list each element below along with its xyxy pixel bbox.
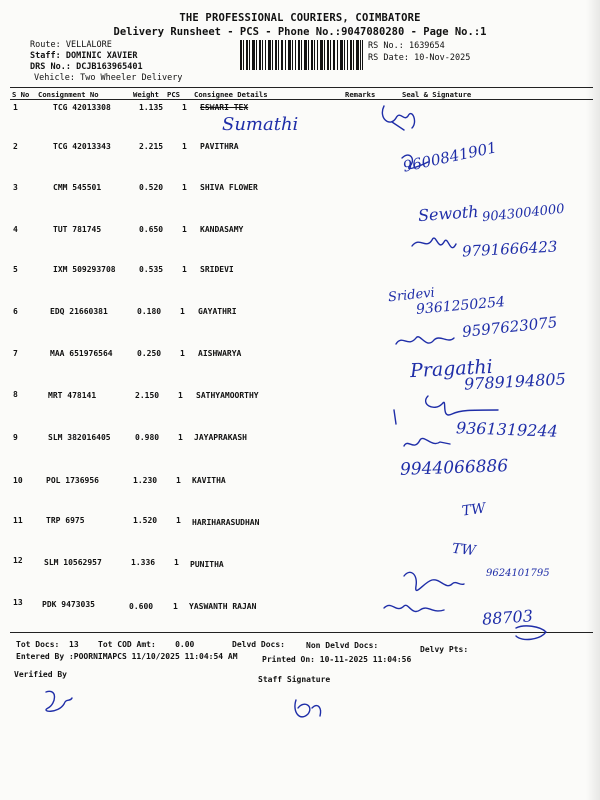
handwritten-receiver-name: Sumathi xyxy=(222,114,299,135)
row-1-pcs: 1 xyxy=(182,103,187,112)
row-1-consignment: TCG 42013308 xyxy=(53,103,111,112)
row-12-sno: 12 xyxy=(13,556,23,565)
row-13-consignment: PDK 9473035 xyxy=(42,600,95,609)
tot-cod-value: 0.00 xyxy=(175,640,195,649)
row-9-pcs: 1 xyxy=(178,433,183,442)
row-2-consignment: TCG 42013343 xyxy=(53,142,111,151)
row-5-consignment: IXM 509293708 xyxy=(53,265,116,274)
signature-row-12 xyxy=(404,572,464,590)
tot-docs-label: Tot Docs: xyxy=(16,640,60,649)
row-6-weight: 0.180 xyxy=(137,307,162,316)
row-3-consignment: CMM 545501 xyxy=(53,183,102,192)
row-5-pcs: 1 xyxy=(182,265,187,274)
row-12-weight: 1.336 xyxy=(131,558,156,567)
row-2-sno: 2 xyxy=(13,142,18,151)
row-13-weight: 0.600 xyxy=(129,602,154,611)
row-7-weight: 0.250 xyxy=(137,349,162,358)
row-10-weight: 1.230 xyxy=(133,476,158,485)
row-4-weight: 0.650 xyxy=(139,225,164,234)
col-consignee: Consignee Details xyxy=(194,90,268,99)
staff-value: DOMINIC XAVIER xyxy=(65,51,138,61)
row-5-consignee: SRIDEVI xyxy=(200,265,234,274)
vehicle-label: Vehicle: xyxy=(34,73,75,83)
row-10-pcs: 1 xyxy=(176,476,181,485)
col-pcs: PCS xyxy=(167,90,180,99)
route-value: VELLALORE xyxy=(65,40,112,50)
delvy-pts-label: Delvy Pts: xyxy=(420,645,469,654)
signature-row-2 xyxy=(402,155,428,169)
row-2-pcs: 1 xyxy=(182,142,187,151)
col-sno: S No xyxy=(12,90,30,99)
row-7-consignment: MAA 651976564 xyxy=(50,349,113,358)
row-2-consignee: PAVITHRA xyxy=(200,142,239,151)
row-6-sno: 6 xyxy=(13,307,18,316)
row-7-pcs: 1 xyxy=(180,349,185,358)
entered-by: Entered By :POORNIMAPCS 11/10/2025 11:04:54 AM xyxy=(16,652,238,661)
handwritten-phone: 88703 xyxy=(481,606,534,629)
row-9-weight: 0.980 xyxy=(135,433,160,442)
staff-signature-mark xyxy=(295,700,321,717)
handwritten-mark: TW xyxy=(451,540,477,560)
handwritten-mark: TW xyxy=(461,500,487,520)
row-13-sno: 13 xyxy=(13,598,23,607)
col-consignment: Consignment No xyxy=(38,90,99,99)
row-5-sno: 5 xyxy=(13,265,18,274)
row-6-pcs: 1 xyxy=(180,307,185,316)
row-7-sno: 7 xyxy=(13,349,18,358)
rs-date-value: 10-Nov-2025 xyxy=(414,53,471,63)
row-11-pcs: 1 xyxy=(176,516,181,525)
rs-no-label: RS No.: xyxy=(368,41,404,51)
drs-value: DCJB163965401 xyxy=(76,62,143,72)
handwritten-phone: 9043004000 xyxy=(481,201,566,226)
handwritten-phone: 9944066886 xyxy=(399,456,509,480)
row-10-consignee: KAVITHA xyxy=(192,476,226,485)
handwritten-phone: 9361319244 xyxy=(455,418,559,441)
signature-row-13 xyxy=(384,605,444,611)
handwritten-phone: 9789194805 xyxy=(463,369,567,394)
handwritten-receiver-name: Sewoth xyxy=(417,201,480,226)
row-3-pcs: 1 xyxy=(182,183,187,192)
signature-row-4 xyxy=(412,238,456,248)
staff-signature-label: Staff Signature xyxy=(258,675,331,684)
rs-no-value: 1639654 xyxy=(408,41,445,51)
row-12-consignment: SLM 10562957 xyxy=(44,558,102,567)
row-2-weight: 2.215 xyxy=(139,142,164,151)
row-5-weight: 0.535 xyxy=(139,265,164,274)
row-9-consignment: SLM 382016405 xyxy=(48,433,111,442)
row-8-sno: 8 xyxy=(13,390,18,399)
handwritten-receiver-name: Sridevi xyxy=(387,285,436,306)
row-8-weight: 2.150 xyxy=(135,391,160,400)
signature-row-8 xyxy=(394,396,498,424)
row-8-pcs: 1 xyxy=(178,391,183,400)
row-3-consignee: SHIVA FLOWER xyxy=(200,183,258,192)
row-3-weight: 0.520 xyxy=(139,183,164,192)
company-title: THE PROFESSIONAL COURIERS, COIMBATORE xyxy=(179,12,421,24)
handwritten-phone: 9361250254 xyxy=(415,294,506,318)
row-4-pcs: 1 xyxy=(182,225,187,234)
row-11-consignment: TRP 6975 xyxy=(46,516,85,525)
row-1-sno: 1 xyxy=(13,103,18,112)
route-label: Route: xyxy=(30,40,61,50)
tot-cod-label: Tot COD Amt: xyxy=(98,640,156,649)
non-delvd-docs-label: Non Delvd Docs: xyxy=(306,641,379,650)
row-7-consignee: AISHWARYA xyxy=(198,349,242,358)
delvd-docs-label: Delvd Docs: xyxy=(232,640,285,649)
row-1-weight: 1.135 xyxy=(139,103,164,112)
runsheet-subtitle: Delivery Runsheet - PCS - Phone No.:9047080280 - Page No.:1 xyxy=(113,26,487,38)
handwritten-phone: 9791666423 xyxy=(461,237,558,261)
row-6-consignee: GAYATHRI xyxy=(198,307,237,316)
handwritten-phone: 9597623075 xyxy=(461,313,559,341)
signature-row-13-mark xyxy=(516,626,546,640)
verified-by-signature xyxy=(46,691,72,711)
row-4-consignee: KANDASAMY xyxy=(200,225,244,234)
col-weight: Weight xyxy=(133,90,159,99)
vehicle-value: Two Wheeler Delivery xyxy=(80,73,183,83)
row-12-consignee: PUNITHA xyxy=(190,560,224,569)
rs-date-label: RS Date: xyxy=(368,53,409,63)
printed-on: Printed On: 10-11-2025 11:04:56 xyxy=(262,655,412,664)
row-10-sno: 10 xyxy=(13,476,23,485)
row-13-consignee: YASWANTH RAJAN xyxy=(189,602,257,611)
row-10-consignment: POL 1736956 xyxy=(46,476,99,485)
row-13-pcs: 1 xyxy=(173,602,178,611)
drs-label: DRS No.: xyxy=(30,62,71,72)
row-6-consignment: EDQ 21660381 xyxy=(50,307,108,316)
row-8-consignee: SATHYAMOORTHY xyxy=(196,391,259,400)
row-4-sno: 4 xyxy=(13,225,18,234)
row-8-consignment: MRT 478141 xyxy=(48,391,97,400)
row-3-sno: 3 xyxy=(13,183,18,192)
tot-docs xyxy=(16,640,79,649)
handwritten-receiver-name: Pragathi xyxy=(409,355,494,383)
row-9-sno: 9 xyxy=(13,433,18,442)
row-11-weight: 1.520 xyxy=(133,516,158,525)
row-1-consignee: ESWARI TEX xyxy=(200,103,249,112)
col-seal-signature: Seal & Signature xyxy=(402,90,472,99)
signature-row-1 xyxy=(382,106,414,130)
signature-row-6 xyxy=(396,337,454,344)
scan-edge-shadow xyxy=(586,0,600,800)
tot-cod xyxy=(98,640,194,649)
row-11-sno: 11 xyxy=(13,516,23,525)
signature-row-9 xyxy=(404,438,450,446)
tot-docs-value: 13 xyxy=(69,640,79,649)
row-11-consignee: HARIHARASUDHAN xyxy=(192,518,260,527)
staff-label: Staff: xyxy=(30,51,61,61)
handwritten-phone: 9624101795 xyxy=(486,568,550,579)
row-9-consignee: JAYAPRAKASH xyxy=(194,433,247,442)
handwritten-phone: 9600841901 xyxy=(401,138,499,176)
col-remarks: Remarks xyxy=(345,90,376,99)
verified-by-label: Verified By xyxy=(14,670,67,679)
row-4-consignment: TUT 781745 xyxy=(53,225,102,234)
row-12-pcs: 1 xyxy=(174,558,179,567)
